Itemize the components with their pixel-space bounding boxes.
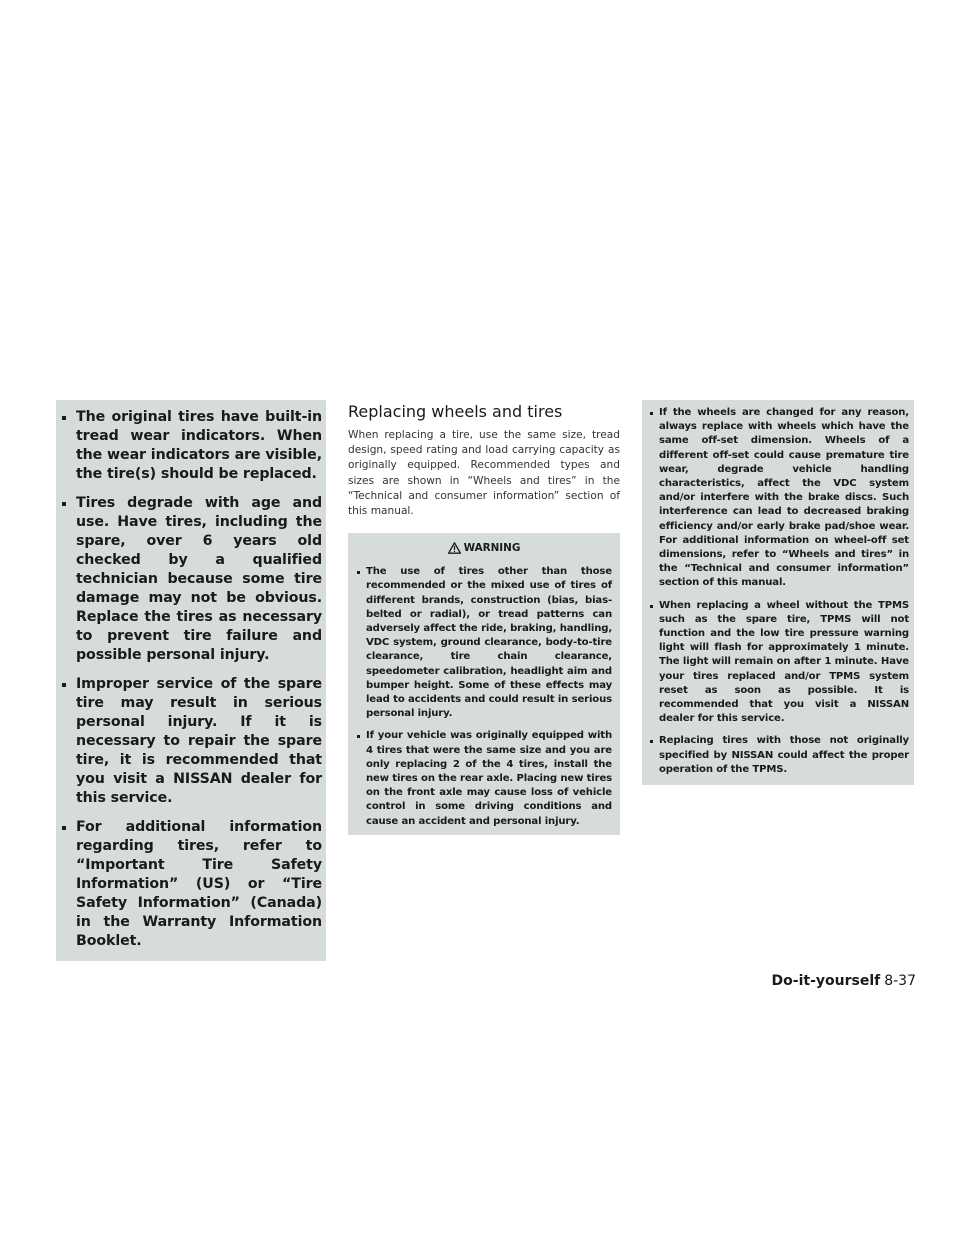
warning-label: WARNING	[463, 542, 521, 555]
footer-section-name: Do-it-yourself	[771, 973, 881, 989]
caution-item: For additional information regarding tires, refer to “Important Tire Safety Information” (US) or “Tire Safety Information” (Canada) in the Warranty Information Booklet.	[60, 818, 322, 951]
page-number: 8-37	[884, 973, 916, 989]
warning-triangle-icon	[448, 542, 461, 554]
caution-item: Tires degrade with age and use. Have tires, including the spare, over 6 years old checked by a qualified technician because some tire damage may not be obvious. Replace the tires as necessary to prevent tire failure and possible personal injury.	[60, 494, 322, 665]
left-caution-box	[56, 400, 326, 961]
warning-item: Replacing tires with those not originally specified by NISSAN could affect the proper operation of the TPMS.	[649, 734, 909, 777]
warning-item: If your vehicle was originally equipped with 4 tires that were the same size and you are only replacing 2 of the 4 tires, install the new tires on the rear axle. Placing new tires on the front axle may cause loss of vehicle control in some driving conditions and cause an accident and personal injury.	[356, 729, 612, 828]
middle-column	[348, 402, 620, 835]
caution-item: The original tires have built-in tread wear indicators. When the wear indicators are visible, the tire(s) should be replaced.	[60, 408, 322, 484]
warning-item: The use of tires other than those recommended or the mixed use of tires of different brands, construction (bias, bias-belted or radial), or tread patterns can adversely affect the ride, braking, handling, VDC system, ground clearance, body-to-tire clearance, tire chain clearance, speedometer calibration, headlight aim and bumper height. Some of these effects may lead to accidents and could result in serious personal injury.	[356, 565, 612, 721]
right-warning-box	[642, 400, 914, 785]
caution-item: Improper service of the spare tire may result in serious personal injury. If it is necessary to repair the spare tire, it is recommended that you visit a NISSAN dealer for this service.	[60, 675, 322, 808]
section-title: Replacing wheels and tires	[348, 402, 563, 421]
warning-item: When replacing a wheel without the TPMS such as the spare tire, TPMS will not function and the low tire pressure warning light will flash for approximately 1 minute. The light will remain on after 1 minute. Have your tires replaced and/or TPMS system reset as soon as possible. It is recommended that you visit a NISSAN dealer for this service.	[649, 599, 909, 727]
warning-list	[356, 565, 612, 829]
warning-box	[348, 533, 620, 835]
section-intro: When replacing a tire, use the same size, tread design, speed rating and load carrying capacity as originally equipped. Recommended types and sizes are shown in “Wheels and tires” in the “Technical and consumer information” section of this manual.	[348, 429, 620, 518]
warning-item: If the wheels are changed for any reason, always replace with wheels which have the same off-set dimension. Wheels of a different off-set could cause premature tire wear, degrade vehicle handling characteristics, affect the VDC system and/or interfere with the brake discs. Such interference can lead to decreased braking efficiency and/or early brake pad/shoe wear. For additional information on wheel-off set dimensions, refer to “Wheels and tires” in the “Technical and consumer information” section of this manual.	[649, 406, 909, 591]
warning-heading	[356, 541, 612, 555]
page-footer	[772, 972, 916, 990]
right-warning-list	[649, 406, 909, 777]
left-caution-list	[60, 408, 322, 951]
